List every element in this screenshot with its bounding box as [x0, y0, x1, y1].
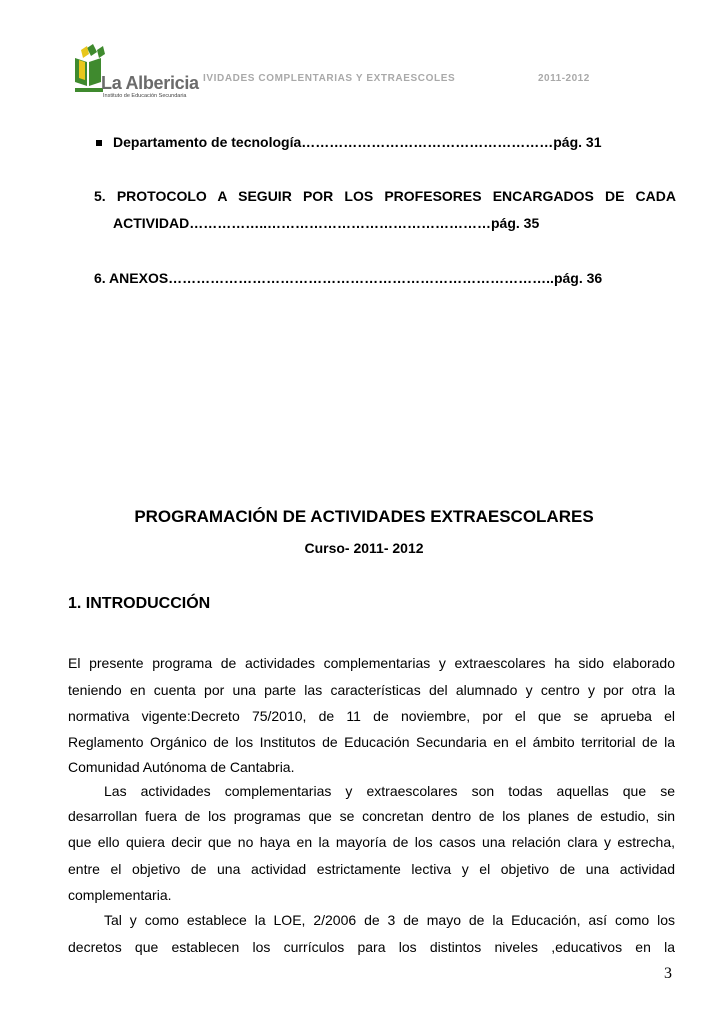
logo-subtitle: Instituto de Educación Secundaria [103, 93, 187, 99]
body-line: Comunidad Autónoma de Cantabria. [68, 759, 295, 775]
page-number: 3 [664, 965, 672, 982]
body-line: teniendo en cuenta por una parte las características del alumnado y centro y por otra la [68, 682, 675, 698]
toc-item: ACTIVIDAD……………..…………………………………………pág. 35 [113, 215, 540, 231]
body-line: complementaria. [68, 887, 172, 903]
program-title: PROGRAMACIÓN DE ACTIVIDADES EXTRAESCOLARES [134, 507, 594, 526]
page-header [73, 40, 673, 100]
toc-item: 5. PROTOCOLO A SEGUIR POR LOS PROFESORES ENCARGADOS DE CADA [94, 188, 676, 204]
toc-item: 6. ANEXOS………………………………………………………………………..pág. 36 [94, 270, 603, 286]
header-title: IVIDADES COMPLENTARIAS Y EXTRAESCOLES [203, 73, 456, 84]
body-line: El presente programa de actividades complementarias y extraescolares ha sido elaborado [68, 655, 675, 671]
school-logo [73, 40, 208, 100]
header-year: 2011-2012 [538, 73, 590, 84]
body-line: entre el objetivo de una actividad estrictamente lectiva y el objetivo de una actividad [68, 861, 675, 877]
logo-text: La Albericia [101, 73, 199, 93]
body-line: Las actividades complementarias y extraescolares son todas aquellas que se [104, 783, 675, 799]
body-line: Tal y como establece la LOE, 2/2006 de 3 de mayo de la Educación, así como los [104, 912, 675, 928]
program-course: Curso- 2011- 2012 [304, 540, 424, 556]
section-heading: 1. INTRODUCCIÓN [68, 595, 211, 612]
body-line: Reglamento Orgánico de los Institutos de Educación Secundaria en el ámbito territorial de la [68, 734, 675, 750]
body-line: normativa vigente:Decreto 75/2010, de 11 de noviembre, por el que se aprueba el [68, 708, 675, 724]
square-bullet-icon [96, 140, 102, 146]
body-line: desarrollan fuera de los programas que se concretan dentro de los planes de estudio, sin [68, 808, 675, 824]
toc-item: Departamento de tecnología………………………………………………pág. 31 [113, 134, 602, 150]
body-line: que ello quiera decir que no haya en la mayoría de los casos una relación clara y estrecha, [68, 834, 675, 850]
body-line: decretos que establecen los currículos para los distintos niveles ,educativos en la [68, 939, 675, 955]
